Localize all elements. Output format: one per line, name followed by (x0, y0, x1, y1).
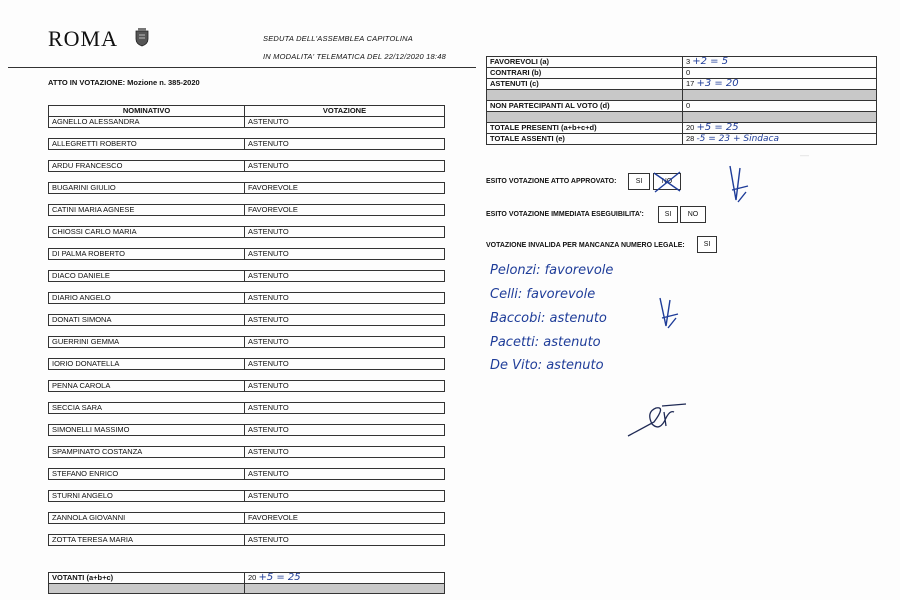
table-row (49, 205, 445, 216)
cell-votazione: ASTENUTO (245, 161, 445, 172)
cell-nominativo: AGNELLO ALESSANDRA (49, 117, 245, 128)
non-partecipanti-value: 0 (683, 101, 877, 112)
cell-nominativo: DI PALMA ROBERTO (49, 249, 245, 260)
cell-votazione: ASTENUTO (245, 359, 445, 370)
handwritten-note-3: Baccobi: astenuto (490, 311, 607, 326)
table-row (49, 139, 445, 150)
table-row (49, 535, 445, 546)
cell-votazione: ASTENUTO (245, 337, 445, 348)
contrari-value: 0 (683, 68, 877, 79)
initials-mark-2-icon (656, 294, 686, 334)
cell-nominativo: SIMONELLI MASSIMO (49, 425, 245, 436)
cell-votazione: ASTENUTO (245, 425, 445, 436)
table-row (49, 425, 445, 436)
atto-title: ATTO IN VOTAZIONE: Mozione n. 385-2020 (48, 78, 200, 87)
cell-votazione: FAVOREVOLE (245, 183, 445, 194)
cell-votazione: ASTENUTO (245, 293, 445, 304)
table-row (49, 403, 445, 414)
row-separator (49, 194, 445, 205)
cell-votazione: FAVOREVOLE (245, 205, 445, 216)
row-separator (49, 436, 445, 447)
row-separator (49, 524, 445, 535)
cell-nominativo: PENNA CAROLA (49, 381, 245, 392)
row-separator (49, 502, 445, 513)
esito-immediata-no-box: NO (680, 206, 706, 223)
cell-votazione: ASTENUTO (245, 491, 445, 502)
cell-votazione: ASTENUTO (245, 249, 445, 260)
table-row (49, 513, 445, 524)
col-votazione: VOTAZIONE (245, 106, 445, 117)
cell-nominativo: CHIOSSI CARLO MARIA (49, 227, 245, 238)
table-row (49, 491, 445, 502)
cell-votazione: ASTENUTO (245, 315, 445, 326)
row-separator (49, 238, 445, 249)
cell-nominativo: DIACO DANIELE (49, 271, 245, 282)
totals-table (486, 56, 877, 145)
table-row (49, 271, 445, 282)
esito-immediata-si-box: SI (658, 206, 678, 223)
row-separator (49, 128, 445, 139)
table-row (49, 359, 445, 370)
cell-votazione: ASTENUTO (245, 381, 445, 392)
table-row (49, 381, 445, 392)
votanti-table (48, 572, 445, 594)
table-row (49, 183, 445, 194)
assenti-label: TOTALE ASSENTI (e) (487, 134, 683, 145)
session-datetime: IN MODALITA' TELEMATICA DEL 22/12/2020 18:48 (263, 52, 446, 61)
table-row (49, 469, 445, 480)
col-nominativo: NOMINATIVO (49, 106, 245, 117)
roma-logo: ROMA (48, 26, 119, 51)
table-row (49, 315, 445, 326)
cell-votazione: ASTENUTO (245, 447, 445, 458)
table-row (49, 227, 445, 238)
header-divider (8, 67, 476, 68)
handwritten-note-4: Pacetti: astenuto (490, 335, 601, 350)
esito-atto-si-box: SI (628, 173, 650, 190)
cell-nominativo: STEFANO ENRICO (49, 469, 245, 480)
row-separator (49, 326, 445, 337)
cell-votazione: ASTENUTO (245, 227, 445, 238)
contrari-label: CONTRARI (b) (487, 68, 683, 79)
row-separator (49, 348, 445, 359)
cell-nominativo: ZANNOLA GIOVANNI (49, 513, 245, 524)
cell-nominativo: STURNI ANGELO (49, 491, 245, 502)
favorevoli-label: FAVOREVOLI (a) (487, 57, 683, 68)
cell-votazione: ASTENUTO (245, 139, 445, 150)
table-row (49, 161, 445, 172)
document-page: — ROMA SEDUTA DELL'ASSEMBLEA CAPITOLINA IN MODALITA' TELEMATICA DEL 22/12/2020 18:48 ATTO IN VOTAZIONE: Mozione n. 385-2020 NOMINATIVO VOTAZIONE AGNELLO ALESSANDRA ASTENUTO ALLEGRETTI ROBERTO ASTENUTO ARDU FRANCESCO ASTENUTO BUGARINI GIULIO FAVOREVOLE CATINI MARIA AGNESE FAVOREVOLE CHIOSSI CARLO MARIA ASTENUTO DI PALMA ROBERTO ASTENUTO DIACO DANIELE ASTENUTO DIARIO ANGELO ASTENUTO DONATI SIMONA ASTENUTO GUERRINI GEMMA ASTENUTO IORIO DONATELLA ASTENUTO PENNA CAROLA ASTENUTO SECCIA SARA ASTENUTO SIMONELLI MASSIMO ASTENUTO SPAMPINATO COSTANZA ASTENUTO STEFANO ENRICO ASTENUTO STURNI ANGELO ASTENUTO ZANNOLA GIOVANNI FAVOREVOLE ZOTTA TERESA MARIA ASTENUTO VOTANTI (a+b+c) 20 +5 = 25 FAVOREVOLI (a) 3 +2 = 5 CONTRARI (b) 0 ASTENUTI (c) 17 +3 = 20 NON PARTECIPANTI AL VOTO (d) 0 TOTALE PRESENTI (a+b+c+d) 20 +5 = 25 TOTALE ASSENTI (e) 28 -5 = 23 + Sindaca ESITO VOTAZIONE ATTO APPROVATO: SI NO ESITO VOTAZIONE IMMEDIATA ESEGUIBILITA': SI NO VOTAZIONE INVALIDA PER MANCANZA NUMERO LEGALE: SI Pelonzi: favorevole Celli: favorevole Baccobi: astenuto Pacetti: astenuto De Vito: astenuto (0, 0, 900, 600)
cell-nominativo: GUERRINI GEMMA (49, 337, 245, 348)
cell-nominativo: IORIO DONATELLA (49, 359, 245, 370)
row-separator (49, 150, 445, 161)
row-separator (49, 260, 445, 271)
esito-atto-no-box (653, 173, 681, 190)
esito-atto-label: ESITO VOTAZIONE ATTO APPROVATO: (486, 178, 617, 185)
row-separator (49, 304, 445, 315)
presenti-value: 20 +5 = 25 (683, 123, 877, 134)
session-title: SEDUTA DELL'ASSEMBLEA CAPITOLINA (263, 34, 413, 43)
esito-immediata-label: ESITO VOTAZIONE IMMEDIATA ESEGUIBILITA': (486, 211, 644, 218)
table-row (49, 117, 445, 128)
row-separator (49, 392, 445, 403)
row-separator (49, 370, 445, 381)
row-separator (49, 458, 445, 469)
initials-mark-1-icon (726, 162, 756, 212)
invalida-si-box: SI (697, 236, 717, 253)
row-separator (49, 282, 445, 293)
presenti-label: TOTALE PRESENTI (a+b+c+d) (487, 123, 683, 134)
cell-votazione: FAVOREVOLE (245, 513, 445, 524)
handwritten-note-1: Pelonzi: favorevole (490, 263, 614, 278)
cell-nominativo: SECCIA SARA (49, 403, 245, 414)
cell-nominativo: ARDU FRANCESCO (49, 161, 245, 172)
cell-nominativo: DIARIO ANGELO (49, 293, 245, 304)
cell-votazione: ASTENUTO (245, 403, 445, 414)
cell-votazione: ASTENUTO (245, 117, 445, 128)
cell-nominativo: DONATI SIMONA (49, 315, 245, 326)
table-row (49, 249, 445, 260)
favorevoli-value: 3 +2 = 5 (683, 57, 877, 68)
invalida-label: VOTAZIONE INVALIDA PER MANCANZA NUMERO LEGALE: (486, 242, 685, 249)
roma-crest-icon (134, 27, 150, 47)
votes-table (48, 105, 445, 546)
cross-mark-icon (652, 170, 682, 194)
row-separator (49, 414, 445, 425)
non-partecipanti-label: NON PARTECIPANTI AL VOTO (d) (487, 101, 683, 112)
handwritten-note-5: De Vito: astenuto (490, 358, 604, 373)
row-separator (49, 480, 445, 491)
table-row (49, 293, 445, 304)
handwritten-note-2: Celli: favorevole (490, 287, 596, 302)
cell-nominativo: ALLEGRETTI ROBERTO (49, 139, 245, 150)
esito-atto-no-text: NO (661, 178, 673, 185)
cell-nominativo: BUGARINI GIULIO (49, 183, 245, 194)
cell-nominativo: SPAMPINATO COSTANZA (49, 447, 245, 458)
cell-votazione: ASTENUTO (245, 271, 445, 282)
row-separator (49, 172, 445, 183)
signature-icon (626, 398, 690, 440)
table-row (49, 447, 445, 458)
astenuti-label: ASTENUTI (c) (487, 79, 683, 90)
cell-nominativo: ZOTTA TERESA MARIA (49, 535, 245, 546)
cell-votazione: ASTENUTO (245, 469, 445, 480)
table-row (49, 337, 445, 348)
astenuti-value: 17 +3 = 20 (683, 79, 877, 90)
assenti-value: 28 -5 = 23 + Sindaca (683, 134, 877, 145)
cell-nominativo: CATINI MARIA AGNESE (49, 205, 245, 216)
votanti-value: 20 +5 = 25 (245, 573, 445, 584)
votanti-label: VOTANTI (a+b+c) (49, 573, 245, 584)
cell-votazione: ASTENUTO (245, 535, 445, 546)
row-separator (49, 216, 445, 227)
